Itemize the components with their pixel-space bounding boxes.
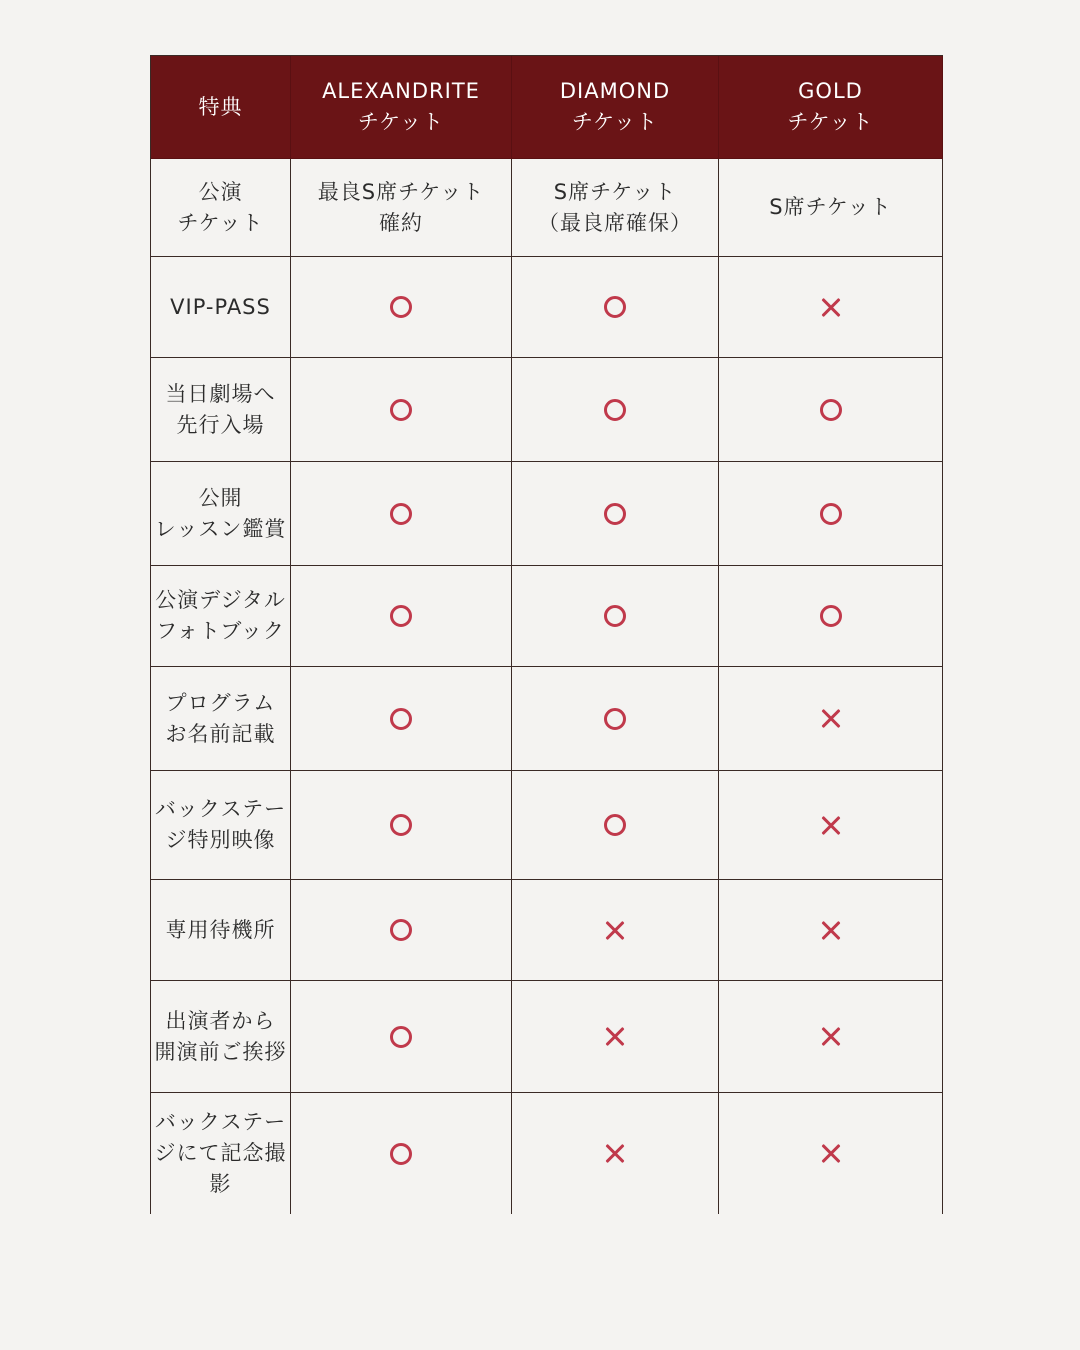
cell-gold <box>719 257 943 358</box>
cell-alexandrite <box>291 667 512 771</box>
cross-mark-icon <box>604 1143 626 1165</box>
circle-mark-icon <box>390 296 412 318</box>
cell-diamond <box>512 1093 719 1214</box>
cross-mark-icon <box>820 814 842 836</box>
row-label: 専用待機所 <box>151 880 291 981</box>
circle-mark-icon <box>820 605 842 627</box>
cell-alexandrite <box>291 880 512 981</box>
cell-gold <box>719 771 943 880</box>
cell-alexandrite <box>291 257 512 358</box>
cell-alexandrite <box>291 771 512 880</box>
header-benefit: 特典 <box>151 56 291 159</box>
benefit-comparison-table <box>150 55 943 1214</box>
circle-mark-icon <box>390 1026 412 1048</box>
circle-mark-icon <box>604 399 626 421</box>
row-label: バックステー ジにて記念撮 影 <box>151 1093 291 1214</box>
cell-gold: S席チケット <box>719 159 943 257</box>
cell-diamond <box>512 880 719 981</box>
header-gold: GOLD チケット <box>719 56 943 159</box>
row-label: プログラム お名前記載 <box>151 667 291 771</box>
circle-mark-icon <box>604 605 626 627</box>
cell-gold <box>719 462 943 566</box>
row-label: バックステー ジ特別映像 <box>151 771 291 880</box>
cross-mark-icon <box>820 1143 842 1165</box>
cell-gold <box>719 880 943 981</box>
row-label: 公演デジタル フォトブック <box>151 566 291 667</box>
circle-mark-icon <box>390 503 412 525</box>
cell-alexandrite: 最良S席チケット 確約 <box>291 159 512 257</box>
cell-diamond <box>512 667 719 771</box>
cell-alexandrite <box>291 981 512 1093</box>
cell-diamond <box>512 566 719 667</box>
circle-mark-icon <box>820 399 842 421</box>
cell-gold <box>719 981 943 1093</box>
circle-mark-icon <box>604 296 626 318</box>
circle-mark-icon <box>604 814 626 836</box>
cross-mark-icon <box>820 1026 842 1048</box>
circle-mark-icon <box>390 919 412 941</box>
cell-alexandrite <box>291 566 512 667</box>
cell-alexandrite <box>291 1093 512 1214</box>
circle-mark-icon <box>390 814 412 836</box>
circle-mark-icon <box>604 503 626 525</box>
circle-mark-icon <box>390 1143 412 1165</box>
circle-mark-icon <box>390 708 412 730</box>
cell-gold <box>719 1093 943 1214</box>
cell-diamond <box>512 981 719 1093</box>
row-label: 当日劇場へ 先行入場 <box>151 358 291 462</box>
cell-gold <box>719 566 943 667</box>
circle-mark-icon <box>820 503 842 525</box>
cross-mark-icon <box>820 296 842 318</box>
row-label: 出演者から 開演前ご挨拶 <box>151 981 291 1093</box>
cross-mark-icon <box>820 919 842 941</box>
row-label: VIP-PASS <box>151 257 291 358</box>
cross-mark-icon <box>604 1026 626 1048</box>
cell-diamond <box>512 358 719 462</box>
cell-diamond <box>512 462 719 566</box>
row-label: 公開 レッスン鑑賞 <box>151 462 291 566</box>
cell-diamond: S席チケット （最良席確保） <box>512 159 719 257</box>
circle-mark-icon <box>604 708 626 730</box>
header-diamond: DIAMOND チケット <box>512 56 719 159</box>
cell-diamond <box>512 257 719 358</box>
header-alexandrite: ALEXANDRITE チケット <box>291 56 512 159</box>
cell-alexandrite <box>291 462 512 566</box>
cross-mark-icon <box>604 919 626 941</box>
cell-alexandrite <box>291 358 512 462</box>
row-label: 公演 チケット <box>151 159 291 257</box>
circle-mark-icon <box>390 605 412 627</box>
cell-gold <box>719 358 943 462</box>
cross-mark-icon <box>820 708 842 730</box>
cell-gold <box>719 667 943 771</box>
cell-diamond <box>512 771 719 880</box>
circle-mark-icon <box>390 399 412 421</box>
